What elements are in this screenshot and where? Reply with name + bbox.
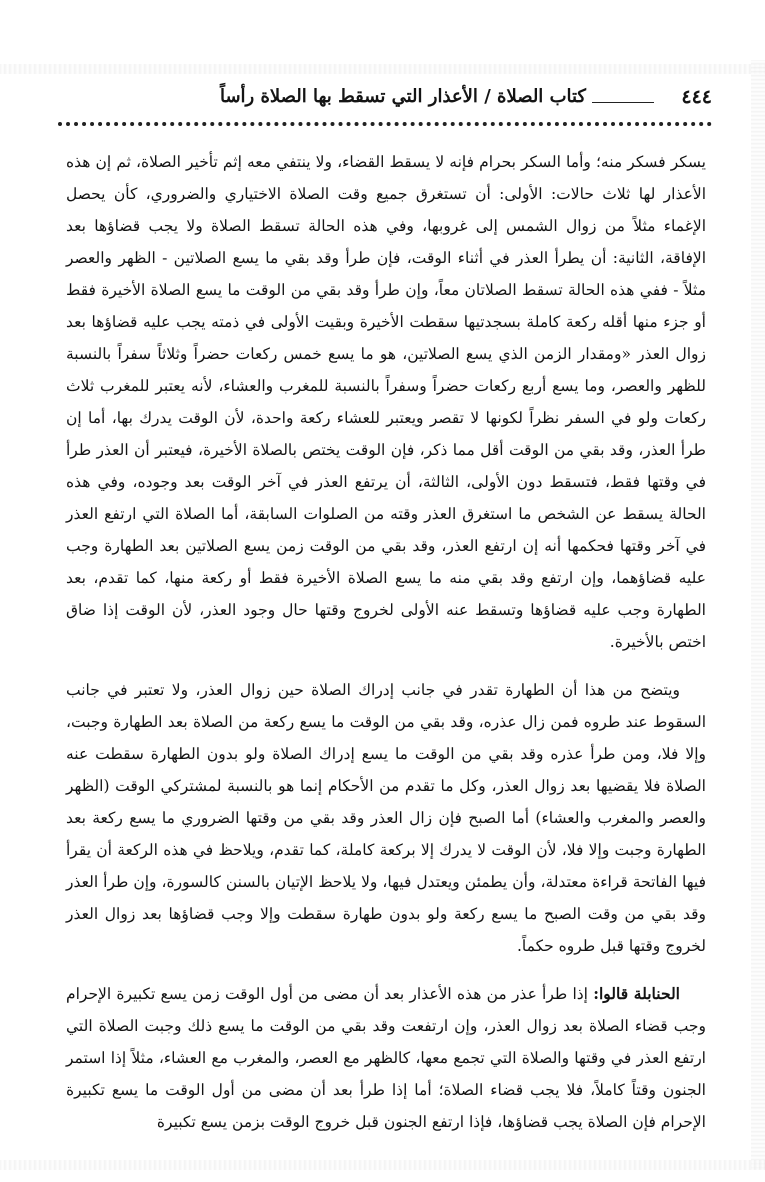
paragraph-1: يسكر فسكر منه؛ وأما السكر بحرام فإنه لا يسقط القضاء، ولا ينتفي معه إثم تأخير الصلاة، ثم إن هذه الأعذار لها ثلاث حالات: الأولى: أن تستغرق جميع وقت الصلاة الاختياري والضروري، كأن يحصل الإغماء مثلاً من زوال الشمس إلى غروبها، وفي هذه الحالة تسقط الصلاة ولا يجب قضاؤها بعد الإفاقة، الثانية: أن يطرأ العذر في أثناء الوقت، فإن طرأ وقد بقي ما يسع الصلاتين - الظهر والعصر مثلاً - ففي هذه الحالة تسقط الصلاتان معاً، وإن طرأ وقد بقي من الوقت ما يسع الصلاة الأخيرة فقط أو جزء منها أقله ركعة كاملة بسجدتيها سقطت الأخيرة وبقيت الأولى في ذمته يجب عليه قضاؤها بعد زوال العذر «ومقدار الزمن الذي يسع الصلاتين، هو ما يسع خمس ركعات حضراً وثلاثاً سفراً بالنسبة للظهر والعصر، وما يسع أربع ركعات حضراً وسفراً بالنسبة للمغرب والعشاء، لأنه يعتبر للمغرب ثلاث ركعات ولو في السفر نظراً لكونها لا تقصر ويعتبر للعشاء ركعة واحدة، لأن الوقت يدرك بها، أما إن طرأ العذر، وقد بقي من الوقت أقل مما ذكر، فإن الوقت يختص بالصلاة الأخيرة، فيعتبر أن العذر طرأ في وقتها فقط، فتسقط دون الأولى، الثالثة، أن يرتفع العذر في آخر الوقت بعد وجوده، وفي هذه الحالة يسقط عن الشخص ما استغرق العذر وقته من الصلوات السابقة، أما الصلاة التي ارتفع العذر في آخر وقتها فحكمها أنه إن ارتفع العذر، وقد بقي من الوقت زمن يسع الصلاتين بعد الطهارة وجب عليه قضاؤهما، وإن ارتفع وقد بقي منه ما يسع الصلاة الأخيرة فقط أو ركعة منها، كما تقدم، بعد الطهارة وجب عليه قضاؤها وتسقط عنه الأولى لخروج وقتها حال وجود العذر، لأن الوقت إذا ضاق اختص بالأخيرة. bbox=[66, 153, 707, 651]
page-binding-edge bbox=[751, 60, 765, 1170]
running-title: كتاب الصلاة / الأعذار التي تسقط بها الصلاة رأساً bbox=[219, 86, 586, 107]
dotted-separator bbox=[58, 122, 712, 126]
hanbali-label: الحنابلة قالوا: bbox=[593, 984, 680, 1003]
header-rule bbox=[592, 102, 654, 103]
paragraph-3 bbox=[66, 978, 706, 1138]
paragraph-2: ويتضح من هذا أن الطهارة تقدر في جانب إدراك الصلاة حين زوال العذر، ولا تعتبر في جانب السقوط عند طروه فمن زال عذره، وقد بقي من الوقت ما يسع ركعة من الصلاة بعد الطهارة وجبت، وإلا فلا، ومن طرأ عذره وقد بقي من الوقت ما يسع إدراك الصلاة ولو بدون الطهارة سقطت عنه الصلاة فلا يقضيها بعد زوال العذر، وكل ما تقدم من الأحكام إنما هو بالنسبة لمشتركي الوقت (الظهر والعصر والمغرب والعشاء) أما الصبح فإن زال العذر وقد بقي من وقتها الضروري ما يسع ركعة بعد الطهارة وجبت وإلا فلا، لأن الوقت لا يدرك إلا بركعة كاملة، كما تقدم، ويلاحظ في هذه الركعة أن يقرأ فيها الفاتحة قراءة معتدلة، وأن يطمئن ويعتدل فيها، ولا يلاحظ الإتيان بالسنن كالسورة، وإن طرأ العذر وقد بقي من وقت الصبح ما يسع ركعة ولو بدون طهارة سقطت وإلا وجب قضاؤها بعد زوال العذر لخروج وقتها قبل طروه حكماً. bbox=[66, 681, 706, 955]
running-header bbox=[58, 82, 712, 116]
page-body bbox=[66, 146, 706, 1138]
page-top-edge bbox=[0, 64, 765, 74]
page-bottom-edge bbox=[0, 1160, 765, 1170]
paragraph-3-text: إذا طرأ عذر من هذه الأعذار بعد أن مضى من أول الوقت زمن يسع تكبيرة الإحرام وجب قضاء الصلاة بعد زوال العذر، وإن ارتفعت وقد بقي من الوقت ما يسع ذلك وجبت الصلاة التي ارتفع العذر في وقتها والصلاة التي تجمع معها، كالظهر مع العصر، والمغرب مع العشاء، مثلاً إذا استمر الجنون وقتاً كاملاً، فلا يجب قضاء الصلاة؛ أما إذا طرأ بعد أن مضى من أول الوقت ما يسع تكبيرة الإحرام فإن الصلاة يجب قضاؤها، فإذا ارتفع الجنون قبل خروج الوقت بزمن يسع تكبيرة bbox=[66, 985, 706, 1131]
page-number: ٤٤٤ bbox=[681, 86, 712, 108]
